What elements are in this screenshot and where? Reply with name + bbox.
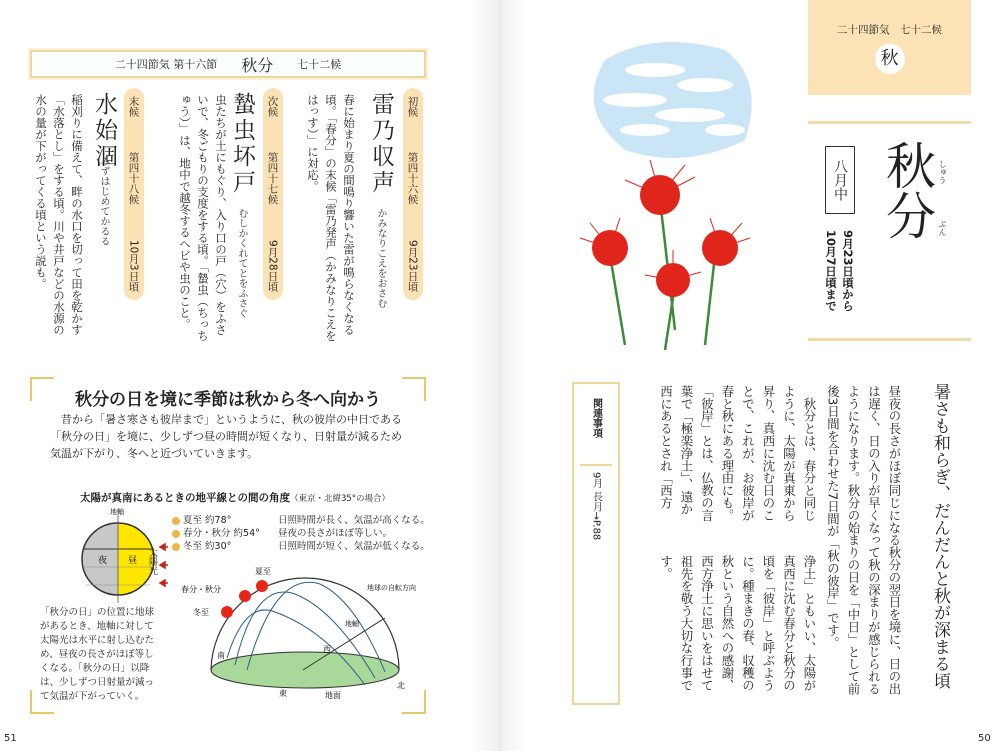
legend-dot-icon	[172, 530, 180, 538]
spider-lily-illustration	[565, 30, 780, 350]
kou-1-reading: かみなりこえをおさむ	[375, 208, 386, 308]
label-west: 西	[323, 645, 331, 654]
divider	[808, 121, 971, 124]
sun-path-dome-diagram	[175, 560, 420, 700]
legend-label: 春分・秋分 約54°	[183, 528, 260, 539]
angle-legend	[172, 514, 430, 553]
related-label: 関連事項	[590, 398, 602, 438]
legend-dot-icon	[172, 517, 180, 525]
kou-number: 第四十七候	[266, 152, 279, 205]
label-summer: 夏至	[255, 567, 271, 576]
kou-date: 9月28日頃	[266, 240, 279, 292]
article-heading: 暑さも和らぎ、だんだんと秋が深まる頃	[930, 383, 950, 689]
title-ruby: しゅう	[938, 160, 947, 184]
season-header-label: 二十四節気 七十二候	[837, 24, 942, 36]
diagram-title-text: 太陽が真南にあるときの地平線との間の角度	[79, 492, 290, 504]
season-header	[808, 0, 971, 95]
diagram-note: （東京・北緯35°の場合）	[289, 494, 391, 504]
sunlight-arrows	[160, 544, 168, 586]
diagram-title	[50, 490, 420, 505]
related-box	[572, 382, 620, 705]
legend-desc: 昼夜の長さがほぼ等しい。	[278, 528, 393, 539]
label-rotation: 地球の自転方向	[367, 584, 416, 592]
kou-1-body: 春に始まり夏の間鳴り響いた雷が鳴らなくなる頃。「春分」の末候「雷乃発声（かみなりこえをはっす）」に対応。	[306, 94, 356, 342]
kou-date: 9月23日頃	[406, 240, 419, 292]
label-ground: 地面	[325, 691, 341, 700]
title-char: 分	[878, 190, 936, 240]
sekki-dates: 9月23日頃から 10月7日頃まで	[824, 230, 855, 312]
lunar-month: 八月中	[832, 159, 848, 201]
title-ruby: ぶん	[938, 220, 947, 236]
kou-number: 第四十八候	[127, 152, 140, 205]
sunlight-label: 太陽光	[147, 548, 157, 575]
kou-3-body: 稲刈りに備えて、畔の水口を切って田を乾かす「水落とし」をする頃。川や井戸などの水源の水の量が下がってくる頃という説も。	[34, 94, 84, 336]
earth-night-label: 夜	[98, 556, 108, 566]
legend-item	[172, 514, 430, 527]
sun-equinox-icon	[239, 590, 251, 602]
ground-plane	[211, 652, 399, 688]
page-number-left: 51	[4, 733, 17, 744]
kou-3-pill	[124, 88, 144, 300]
legend-label: 夏至 約78°	[183, 515, 232, 526]
article-paragraph-1: 昼夜の長さがほぼ同じになる秋分の翌日を境に、日の出は遅く、日の入りが早くなって秋の深まりが感じられるようになります。秋分の始まりの日を「中日」として前後3日間を合わせた7日間が「秋の彼岸」です。	[825, 385, 902, 695]
header-sekki: 二十四節気 第十六節	[114, 58, 218, 71]
related-link[interactable]: 9月 長月→P.88	[590, 472, 602, 541]
related-divider	[580, 464, 612, 466]
article-paragraph-2-lower: 浄土」ともいい、太陽が真西に沈む春分と秋分の頃を「彼岸」と呼ぶように。種まきの春、収穫の秋という自然への感謝、西方浄土に思いをはせて祖先を敬う大切な行事です。	[658, 555, 817, 692]
kou-stage: 末候	[127, 96, 140, 117]
season-badge: 秋	[875, 44, 905, 74]
legend-desc: 日照時間が短く、気温が低くなる。	[278, 541, 430, 552]
kou-2-body: 虫たちが土にもぐり、入り口の戸（穴）をふさいで、冬ごもりの支度をする頃。「蟄虫（ちっちゅう）」は、地中で越冬するヘビや虫のこと。	[178, 94, 228, 342]
sun-summer-icon	[256, 580, 268, 592]
kou-stage: 初候	[406, 96, 419, 117]
legend-item	[172, 527, 430, 540]
legend-item	[172, 540, 430, 553]
title-char: 秋	[878, 140, 936, 190]
kou-1-pill	[403, 88, 423, 300]
lunar-month-box	[825, 146, 855, 214]
sun-winter-icon	[221, 606, 233, 618]
kou-header-bar	[30, 50, 426, 78]
article-paragraph-2-upper: 秋分とは、春分と同じように、太陽が真東から昇り、真西に沈む日のことで、これが、お彼岸が春と秋にある理由にも。「彼岸」とは、仏教の言葉で「極楽浄土」、遠か西にあるとされ「西方	[658, 385, 817, 522]
kou-stage: 次候	[266, 96, 279, 117]
header-kou: 七十二候	[297, 58, 342, 71]
kou-2-title: 蟄虫坏戸	[229, 92, 255, 196]
earth-caption: 「秋分の日」の位置に地球があるとき、地軸に対して太陽光は水平に射し込むため、昼夜の長さがほぼ等しくなる。「秋分の日」以降は、少しずつ日射量が減って気温が下がっていく。	[40, 607, 155, 702]
earth-day-label: 昼	[128, 556, 138, 566]
earth-axis-label: 地軸	[110, 508, 124, 516]
divider	[808, 338, 971, 341]
column-heading: 秋分の日を境に季節は秋から冬へ向かう	[75, 390, 381, 410]
header-title: 秋分	[241, 55, 274, 75]
kou-2-pill	[263, 88, 283, 300]
kou-number: 第四十六候	[406, 152, 419, 205]
kou-2-reading: むしかくれてとをふさぐ	[236, 208, 247, 318]
label-south: 南	[217, 651, 225, 660]
legend-label: 冬至 約30°	[183, 541, 232, 552]
kou-3-reading: みずはじめてかるる	[98, 156, 109, 246]
kou-date: 10月3日頃	[127, 240, 140, 292]
kou-1-title: 雷乃収声	[368, 92, 394, 196]
label-winter: 冬至	[193, 608, 209, 617]
sekki-title	[880, 140, 934, 240]
page-number-right: 50	[978, 733, 991, 744]
label-axis: 地軸	[345, 620, 359, 628]
label-north: 北	[397, 681, 405, 690]
column-text: 昔から「暑さ寒さも彼岸まで」というように、秋の彼岸の中日である「秋分の日」を境に、少しずつ昼の時間が短くなり、日射量が減るため気温が下がり、冬へと近づいていきます。	[50, 413, 402, 460]
label-east: 東	[279, 689, 287, 698]
legend-desc: 日照時間が長く、気温が高くなる。	[278, 515, 430, 526]
label-equinox: 春分・秋分	[181, 585, 221, 594]
book-gutter	[470, 0, 530, 751]
kou-3-title: 水始涸	[91, 92, 117, 170]
legend-dot-icon	[172, 543, 180, 551]
